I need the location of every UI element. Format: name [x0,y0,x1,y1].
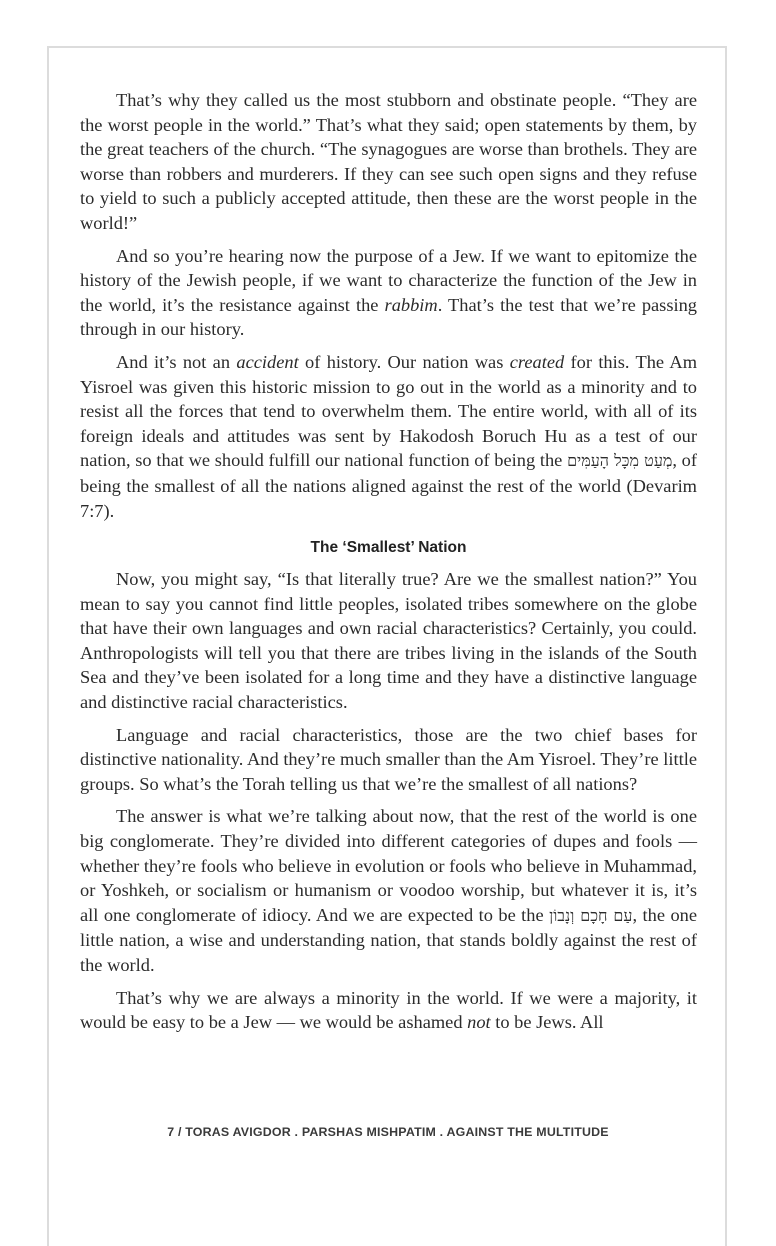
paragraph-text: The answer is what we’re talking about now, that the rest of the world is one big conglomerate. They’re divided into different categories of dupes and fools — whether they’re fools who believe in evolution or fools who believe in Muhammad, or Yoshkeh, or socialism or humanism or voodoo worship, but whatever it is, it’s all one conglomerate of idiocy. And we are expected to be the [80,806,697,925]
hebrew-quote: מְעַט מִכָּל הָעַמִּים [567,451,673,471]
paragraph-text: Now, you might say, “Is that literally true? Are we the smallest nation?” You mean to say you cannot find little peoples, isolated tribes somewhere on the globe that have their own languages and own racial characteristics? Certainly, you could. Anthropologists will tell you that there are tribes living in the islands of the South Sea and they’ve been isolated for a long time and they have a distinctive language and distinctive racial characteristics. [80,569,697,713]
paragraph-text: , of being the smallest of all the nations aligned against the rest of the world (Devarim 7:7). [80,450,698,521]
paragraph [80,723,697,797]
paragraph [80,986,697,1035]
paragraph-text: That’s why we are always a minority in the world. If we were a majority, it would be easy to be a Jew — we would be ashamed [80,987,697,1033]
section-heading: The ‘Smallest’ Nation [310,539,467,557]
emphasis-text: rabbim [384,294,438,315]
paragraph-text: of history. Our nation was [298,351,510,372]
paragraph-text: to be Jews. All [490,1012,604,1033]
emphasis-text: not [467,1012,491,1033]
paragraph-text: And so you’re hearing now the purpose of a Jew. If we want to epitomize the history of the Jewish people, if we want to characterize the function of the Jew in the world, it’s the resistance against the [80,245,697,315]
paragraph-text: . That’s the test that we’re passing through in our history. [80,294,698,340]
paragraph-text: That’s why they called us the most stubborn and obstinate people. “They are the worst people in the world.” That’s what they said; open statements by them, by the great teachers of the church. “The synagogues are worse than brothels. They are worse than robbers and murderers. If they can see such open signs and they refuse to yield to such a publicly accepted attitude, then these are the worst people in the world!” [80,90,697,233]
paragraph-text: , the one little nation, a wise and understanding nation, that stands boldly against the rest of the world. [80,904,697,975]
emphasis-text: created [509,351,565,372]
paragraph [80,350,697,523]
emphasis-text: accident [236,351,299,372]
text-column [80,88,697,1043]
paragraph-text: for this. The Am Yisroel was given this historic mission to go out in the world as a minority and to resist all the forces that tend to overwhelm them. The entire world, with all of its foreign ideals and attitudes was sent by Hakodosh Boruch Hu as a test of our nation, so that we should fulfill our national function of being the [80,351,697,471]
paragraph [80,244,697,342]
hebrew-quote: עַם חָכָם וְנָבוֹן [549,905,633,925]
paragraph [80,804,697,977]
paragraph-text: And it’s not an [116,351,237,372]
paragraph-text: Language and racial characteristics, those are the two chief bases for distinctive nationality. And they’re much smaller than the Am Yisroel. They’re little groups. So what’s the Torah telling us that we’re the smallest of all nations? [80,724,697,794]
paragraph [80,88,697,236]
paragraph [80,567,697,715]
running-footer: 7 / TORAS AVIGDOR . PARSHAS MISHPATIM . AGAINST THE MULTITUDE [167,1125,609,1139]
